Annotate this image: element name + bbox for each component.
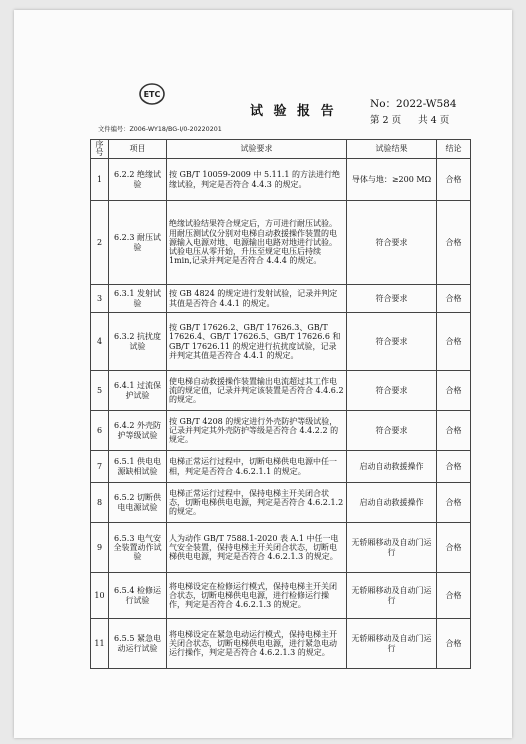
row-requirement: 按 GB/T 17626.2、GB/T 17626.3、GB/T 17626.4、GB/T 17626.5、GB/T 17626.6 和 GB/T 17626.11 的规定进行抗扰度试验，记录并判定其值是否符合 4.4.1 的规定。 <box>167 313 347 371</box>
table-header-row <box>91 140 471 159</box>
row-requirement: 电梯正常运行过程中，保持电梯主开关闭合状态，切断电梯供电电源，判定是否符合 4.6.2.1.2 的规定。 <box>167 483 347 523</box>
row-result: 无轿厢移动及自动门运行 <box>347 619 437 669</box>
row-item: 6.2.2 绝缘试验 <box>109 159 167 201</box>
row-requirement: 将电梯设定在检修运行模式，保持电梯主开关闭合状态，切断电梯供电电源，进行检修运行操作，判定是否符合 4.6.2.1.3 的规定。 <box>167 573 347 619</box>
test-table <box>90 139 471 669</box>
row-item: 6.5.3 电气安全装置动作试验 <box>109 523 167 573</box>
row-conclusion: 合格 <box>437 371 471 411</box>
row-item: 6.5.2 切断供电电源试验 <box>109 483 167 523</box>
header-no: 序号 <box>91 140 109 159</box>
row-conclusion: 合格 <box>437 573 471 619</box>
row-result: 导体与地：≥200 MΩ <box>347 159 437 201</box>
row-result: 符合要求 <box>347 313 437 371</box>
row-result: 符合要求 <box>347 201 437 285</box>
page-indicator <box>370 112 463 126</box>
row-requirement: 按 GB 4824 的规定进行发射试验，记录并判定其值是否符合 4.4.1 的规定。 <box>167 285 347 313</box>
row-item: 6.3.1 发射试验 <box>109 285 167 313</box>
row-item: 6.3.2 抗扰度试验 <box>109 313 167 371</box>
row-no: 1 <box>91 159 109 201</box>
file-number: 文件编号：Z006-WY18/BG-I/0-20220201 <box>98 126 222 133</box>
table-row <box>91 573 471 619</box>
row-no: 4 <box>91 313 109 371</box>
row-conclusion: 合格 <box>437 523 471 573</box>
row-conclusion: 合格 <box>437 483 471 523</box>
table-row <box>91 451 471 483</box>
row-conclusion: 合格 <box>437 201 471 285</box>
row-requirement: 使电梯自动救援操作装置输出电流超过其工作电流的规定值，记录并判定该装置是否符合 4.4.6.2 的规定。 <box>167 371 347 411</box>
header-item: 项目 <box>109 140 167 159</box>
row-requirement: 按 GB/T 10059-2009 中 5.11.1 的方法进行绝缘试验，判定是否符合 4.4.3 的规定。 <box>167 159 347 201</box>
logo-text: ETC <box>143 90 161 99</box>
row-result: 启动自动救援操作 <box>347 483 437 523</box>
table-row <box>91 159 471 201</box>
table-row <box>91 411 471 451</box>
row-no: 9 <box>91 523 109 573</box>
row-no: 11 <box>91 619 109 669</box>
report-title: 试 验 报 告 <box>250 104 337 119</box>
row-requirement: 按 GB/T 4208 的规定进行外壳防护等级试验，记录并判定其外壳防护等级是否符合 4.4.2.2 的规定。 <box>167 411 347 451</box>
row-item: 6.4.1 过流保护试验 <box>109 371 167 411</box>
table-row <box>91 619 471 669</box>
row-requirement: 将电梯设定在紧急电动运行模式，保持电梯主开关闭合状态，切断电梯供电电源，进行紧急电动运行操作，判定是否符合 4.6.2.1.3 的规定。 <box>167 619 347 669</box>
table-row <box>91 285 471 313</box>
row-result: 启动自动救援操作 <box>347 451 437 483</box>
row-requirement: 电梯正常运行过程中，切断电梯供电电源中任一相，判定是否符合 4.6.2.1.1 的规定。 <box>167 451 347 483</box>
row-result: 符合要求 <box>347 371 437 411</box>
row-no: 3 <box>91 285 109 313</box>
header-requirement: 试验要求 <box>167 140 347 159</box>
row-item: 6.5.1 供电电源缺相试验 <box>109 451 167 483</box>
row-conclusion: 合格 <box>437 451 471 483</box>
page-current: 第 2 页 <box>370 115 402 126</box>
row-conclusion: 合格 <box>437 619 471 669</box>
row-no: 2 <box>91 201 109 285</box>
table-row <box>91 313 471 371</box>
row-result: 无轿厢移动及自动门运行 <box>347 523 437 573</box>
etc-logo-icon <box>135 82 169 108</box>
header-result: 试验结果 <box>347 140 437 159</box>
row-conclusion: 合格 <box>437 285 471 313</box>
header-conclusion: 结论 <box>437 140 471 159</box>
row-requirement: 绝缘试验结果符合规定后，方可进行耐压试验。用耐压测试仪分别对电梯自动救援操作装置的电源输入电源对地、电源输出电路对地进行试验。试验电压从零开始，升压至规定电压后持续 1min,记录并判定是否符合 4.4.4 的规定。 <box>167 201 347 285</box>
table-row <box>91 483 471 523</box>
row-no: 6 <box>91 411 109 451</box>
row-item: 6.2.3 耐压试验 <box>109 201 167 285</box>
row-conclusion: 合格 <box>437 159 471 201</box>
row-no: 7 <box>91 451 109 483</box>
row-no: 5 <box>91 371 109 411</box>
row-requirement: 人为动作 GB/T 7588.1-2020 表 A.1 中任一电气安全装置，保持电梯主开关闭合状态，切断电梯供电电源，判定是否符合 4.6.2.1.3 的规定。 <box>167 523 347 573</box>
row-result: 无轿厢移动及自动门运行 <box>347 573 437 619</box>
row-conclusion: 合格 <box>437 411 471 451</box>
page-total: 共 4 页 <box>418 115 450 126</box>
row-no: 8 <box>91 483 109 523</box>
row-item: 6.5.5 紧急电动运行试验 <box>109 619 167 669</box>
row-no: 10 <box>91 573 109 619</box>
row-item: 6.5.4 检修运行试验 <box>109 573 167 619</box>
row-result: 符合要求 <box>347 285 437 313</box>
row-item: 6.4.2 外壳防护等级试验 <box>109 411 167 451</box>
report-number: No：2022-W584 <box>370 98 457 110</box>
table-row <box>91 201 471 285</box>
table-row <box>91 371 471 411</box>
row-conclusion: 合格 <box>437 313 471 371</box>
row-result: 符合要求 <box>347 411 437 451</box>
table-row <box>91 523 471 573</box>
